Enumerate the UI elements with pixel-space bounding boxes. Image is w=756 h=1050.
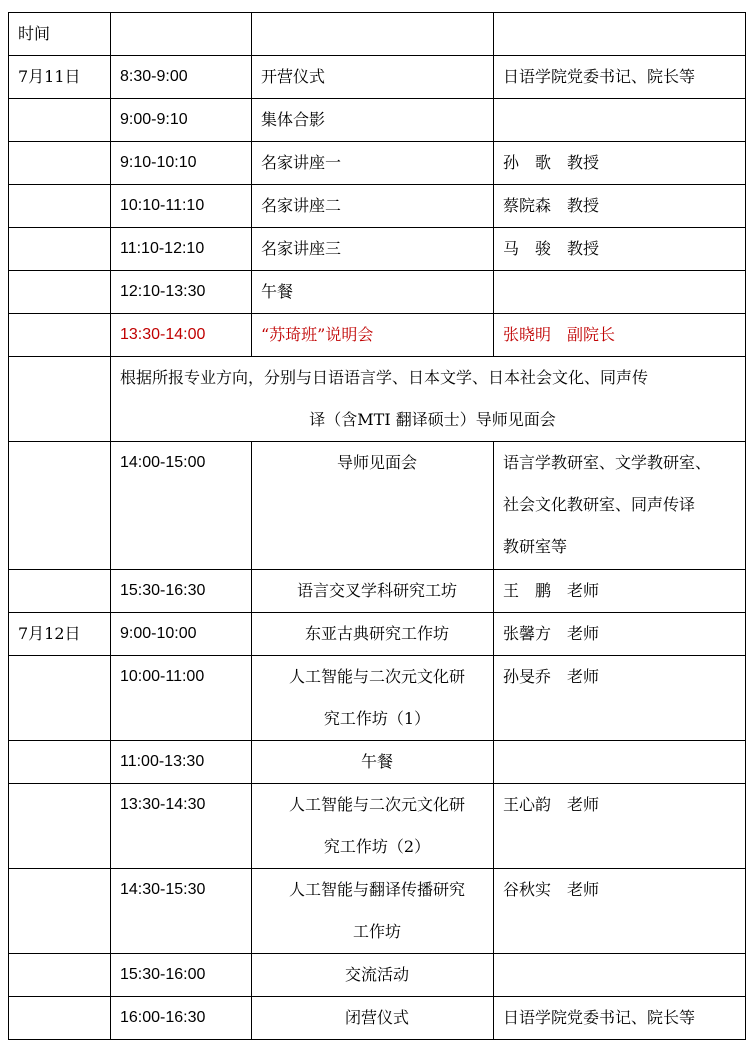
activity-line: 究工作坊（1） bbox=[323, 709, 431, 728]
date-cell: 7月12日 bbox=[9, 613, 111, 656]
activity-cell: 语言交叉学科研究工坊 bbox=[252, 570, 494, 613]
table-row bbox=[9, 185, 746, 228]
person-cell: 王心韵 老师 bbox=[494, 784, 746, 869]
header-row bbox=[9, 13, 746, 56]
activity-cell bbox=[252, 869, 494, 954]
person-cell bbox=[494, 271, 746, 314]
activity-line: 工作坊 bbox=[352, 922, 401, 941]
activity-cell: 午餐 bbox=[252, 741, 494, 784]
mentor-meeting-note bbox=[111, 357, 746, 442]
person-cell bbox=[494, 954, 746, 997]
note-line-1: 根据所报专业方向，分别与日语语言学、日本文学、日本社会文化、同声传 bbox=[120, 368, 649, 387]
person-cell: 谷秋实 老师 bbox=[494, 869, 746, 954]
date-cell: 7月11日 bbox=[9, 56, 111, 99]
time-cell: 9:00-10:00 bbox=[111, 613, 252, 656]
time-cell: 8:30-9:00 bbox=[111, 56, 252, 99]
table-row bbox=[9, 442, 746, 570]
table-row bbox=[9, 741, 746, 784]
activity-cell: 开营仪式 bbox=[252, 56, 494, 99]
person-cell: 马 骏 教授 bbox=[494, 228, 746, 271]
time-header: 时间 bbox=[9, 13, 111, 56]
time-cell: 11:10-12:10 bbox=[111, 228, 252, 271]
activity-cell: 闭营仪式 bbox=[252, 997, 494, 1040]
time-cell: 12:10-13:30 bbox=[111, 271, 252, 314]
activity-line: 人工智能与二次元文化研 bbox=[288, 667, 465, 686]
person-cell bbox=[494, 741, 746, 784]
activity-cell: 集体合影 bbox=[252, 99, 494, 142]
activity-cell: 名家讲座二 bbox=[252, 185, 494, 228]
schedule-table bbox=[8, 12, 746, 1040]
time-cell: 15:30-16:30 bbox=[111, 570, 252, 613]
table-row bbox=[9, 570, 746, 613]
table-row bbox=[9, 784, 746, 869]
time-cell: 15:30-16:00 bbox=[111, 954, 252, 997]
activity-line: 人工智能与二次元文化研 bbox=[288, 795, 465, 814]
table-row bbox=[9, 954, 746, 997]
table-row bbox=[9, 271, 746, 314]
table-row bbox=[9, 314, 746, 357]
table-row bbox=[9, 99, 746, 142]
activity-line: 究工作坊（2） bbox=[323, 837, 431, 856]
table-row bbox=[9, 142, 746, 185]
person-cell-highlight: 张晓明 副院长 bbox=[494, 314, 746, 357]
person-cell: 日语学院党委书记、院长等 bbox=[494, 56, 746, 99]
activity-cell: 名家讲座一 bbox=[252, 142, 494, 185]
person-cell bbox=[494, 442, 746, 570]
person-cell: 王 鹏 老师 bbox=[494, 570, 746, 613]
table-row bbox=[9, 228, 746, 271]
activity-cell: 东亚古典研究工作坊 bbox=[252, 613, 494, 656]
person-cell: 蔡院森 教授 bbox=[494, 185, 746, 228]
person-cell: 孙旻乔 老师 bbox=[494, 656, 746, 741]
time-cell: 9:10-10:10 bbox=[111, 142, 252, 185]
time-cell: 14:30-15:30 bbox=[111, 869, 252, 954]
note-line-2: 译（含MTI 翻译硕士）导师见面会 bbox=[309, 410, 556, 429]
person-cell: 日语学院党委书记、院长等 bbox=[494, 997, 746, 1040]
person-line: 教研室等 bbox=[503, 537, 568, 556]
activity-cell: 午餐 bbox=[252, 271, 494, 314]
time-cell-highlight: 13:30-14:00 bbox=[111, 314, 252, 357]
activity-cell bbox=[252, 656, 494, 741]
person-cell bbox=[494, 99, 746, 142]
table-row bbox=[9, 997, 746, 1040]
activity-cell bbox=[252, 784, 494, 869]
table-row bbox=[9, 656, 746, 741]
person-line: 语言学教研室、文学教研室、 bbox=[503, 453, 712, 472]
person-line: 社会文化教研室、同声传译 bbox=[503, 495, 696, 514]
table-row bbox=[9, 613, 746, 656]
note-row bbox=[9, 357, 746, 442]
time-cell: 13:30-14:30 bbox=[111, 784, 252, 869]
person-cell: 张馨方 老师 bbox=[494, 613, 746, 656]
activity-cell-highlight: “苏琦班”说明会 bbox=[252, 314, 494, 357]
activity-cell: 导师见面会 bbox=[252, 442, 494, 570]
time-cell: 10:10-11:10 bbox=[111, 185, 252, 228]
time-cell: 11:00-13:30 bbox=[111, 741, 252, 784]
time-cell: 16:00-16:30 bbox=[111, 997, 252, 1040]
person-cell: 孙 歌 教授 bbox=[494, 142, 746, 185]
time-cell: 9:00-9:10 bbox=[111, 99, 252, 142]
table-row bbox=[9, 56, 746, 99]
activity-line: 人工智能与翻译传播研究 bbox=[288, 880, 465, 899]
time-cell: 10:00-11:00 bbox=[111, 656, 252, 741]
activity-cell: 名家讲座三 bbox=[252, 228, 494, 271]
activity-cell: 交流活动 bbox=[252, 954, 494, 997]
time-cell: 14:00-15:00 bbox=[111, 442, 252, 570]
table-row bbox=[9, 869, 746, 954]
